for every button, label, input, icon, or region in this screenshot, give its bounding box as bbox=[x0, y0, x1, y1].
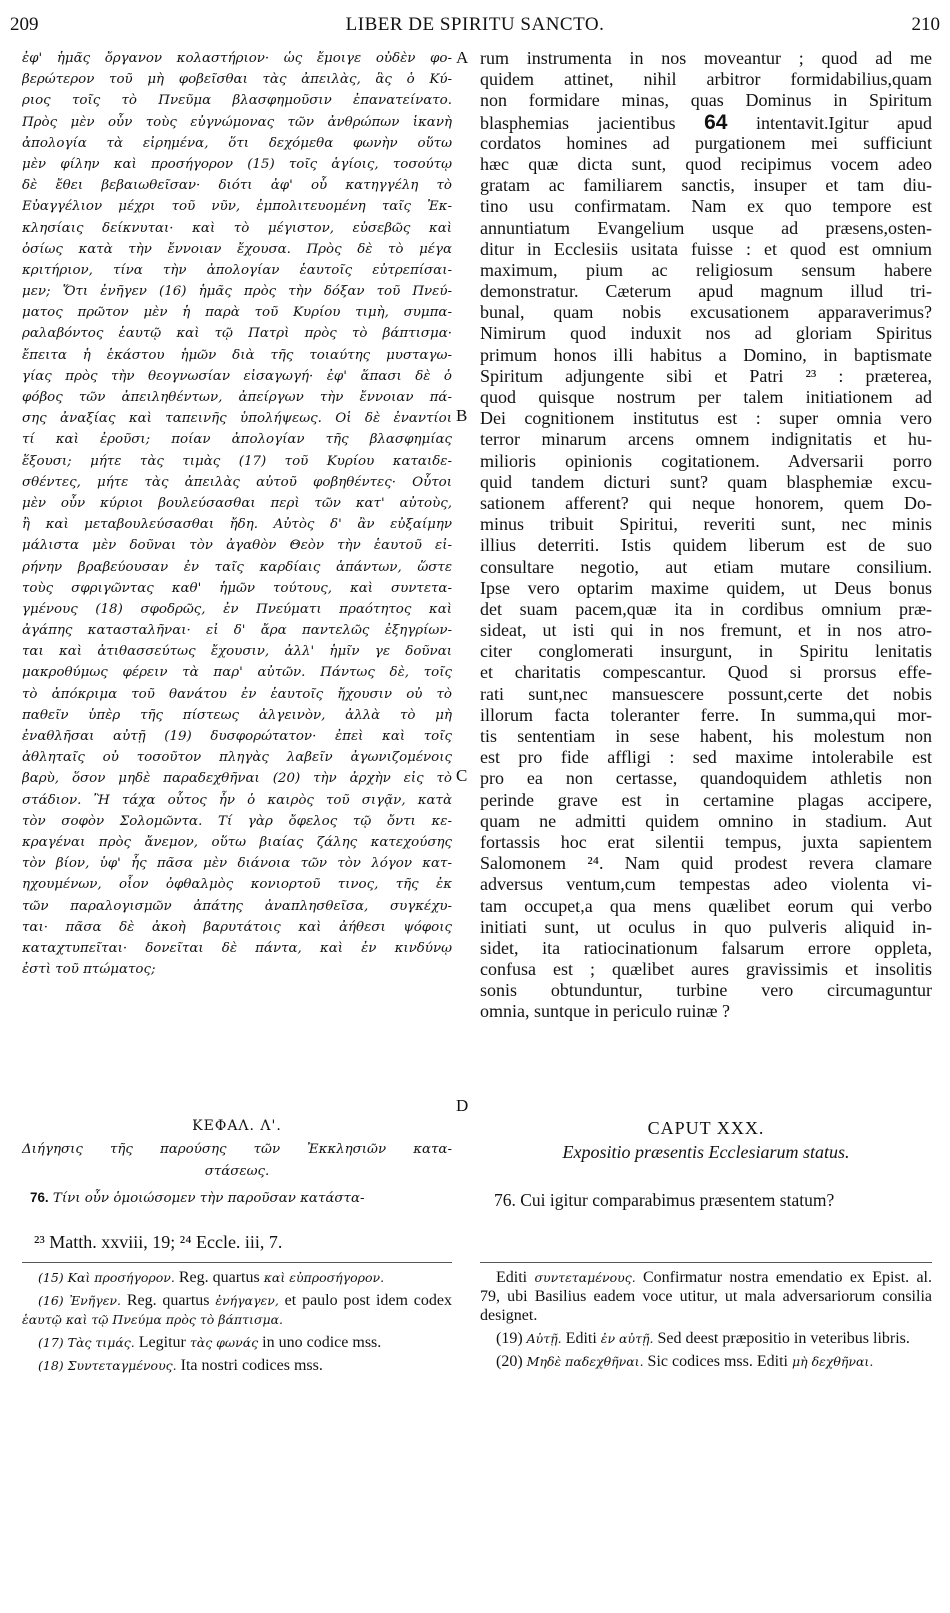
greek-chapter-subtitle-2: στάσεως. bbox=[204, 1164, 270, 1179]
footnote-text: Editi bbox=[496, 1269, 535, 1286]
footnote-greek: ἐν αὐτῇ. bbox=[600, 1331, 654, 1346]
footnote-greek: καὶ εὐπροσήγορον. bbox=[263, 1270, 385, 1285]
greek-text-line: δὲ ἔθει βεβαιωθεῖσαν· διότι ἀφ' οὗ κατηγγέλη τὸ bbox=[22, 178, 452, 194]
footnote-greek: τὰς φωνάς bbox=[189, 1335, 259, 1350]
greek-chapter-subtitle-1: Διήγησις τῆς παρούσης τῶν Ἐκκλησιῶν κατα- bbox=[22, 1142, 452, 1157]
greek-text-line: ἀπολογία τὰ εἰρημένα, ὅτι δεχόμεθα φωνὴν οὕτω bbox=[22, 135, 452, 151]
latin-text-line: Dei cognitionem institutus est : super omnia vero bbox=[480, 408, 932, 429]
latin-text-line: rati sunt,nec mansuescere possunt,certe det nobis bbox=[480, 683, 932, 704]
latin-text-line: Nimirum quod induxit nos ad gloriam Spiritus bbox=[480, 323, 932, 344]
latin-text-line: cordatos homines ad purgationem mei sufficiunt bbox=[480, 132, 932, 153]
latin-text-line: et charitatis compescantur. Quod si prorsus effe- bbox=[480, 662, 932, 683]
footnotes-right bbox=[480, 1268, 932, 1375]
latin-text-line: milioris opinionis cogitationem. Adversarii porro bbox=[480, 450, 932, 471]
page-number-right: 210 bbox=[911, 14, 940, 35]
footnote-text: Reg. quartus bbox=[174, 1269, 264, 1286]
greek-text-line: στάδιον. Ἢ τάχα οὗτος ἦν ὁ καιρὸς τοῦ σιγᾷν, κατὰ bbox=[22, 792, 452, 808]
margin-marker-a: A bbox=[456, 48, 469, 67]
running-title: LIBER DE SPIRITU SANCTO. bbox=[345, 14, 605, 35]
latin-text-line: quid tandem dicturi sunt? quam blasphemiæ excu- bbox=[480, 471, 932, 492]
latin-text-line: tis sententiam in sese habent, his molestum non bbox=[480, 726, 932, 746]
greek-text-line: γίας πρὸς τὴν θεογνωσίαν εἰσαγωγή· ἐφ' ἅπασι δὲ ὁ bbox=[22, 368, 452, 384]
footnote-greek: Αὐτῇ. bbox=[526, 1331, 562, 1346]
greek-text-line: τὸν βίον, ὑφ' ἧς πᾶσα μὲν διάνοια τῶν τὸν λόγον κατ- bbox=[22, 856, 452, 872]
latin-text-line: ditur in Ecclesiis usitata fuisse : et quod est omnium bbox=[480, 238, 932, 259]
greek-text-line: καταχτυπεῖται· δονεῖται δὲ πάντα, καὶ ἐν κινδύνῳ bbox=[22, 940, 452, 956]
footnote bbox=[22, 1268, 452, 1287]
latin-text-line: quidem attinet, nihil arbitror formidabilius,quam bbox=[480, 69, 932, 90]
latin-text-line: bunal, quam nobis excusationem apparaverimus? bbox=[480, 302, 932, 323]
greek-text-line: ρήνην βραβεύουσαν ἐν ταῖς καρδίαις ἁπάντων, ὥστε bbox=[22, 559, 452, 575]
footnote bbox=[22, 1291, 452, 1329]
footnote-text: Editi bbox=[561, 1330, 601, 1347]
latin-text-line: quod quisque nostrum per talem initiationem ad bbox=[480, 387, 932, 407]
latin-text-line: gratam ac familiarem sanctis, insuper et tam diu- bbox=[480, 175, 932, 196]
greek-chapter-title: ΚΕΦΑΛ. Λ'. bbox=[192, 1118, 282, 1134]
margin-marker-b: B bbox=[456, 406, 468, 425]
footnote-text: Ita nostri codices mss. bbox=[176, 1357, 323, 1374]
latin-column bbox=[480, 48, 932, 1023]
latin-text-line: primum honos illi habitus a Domino, in baptismate bbox=[480, 344, 932, 365]
latin-text-line: non formidare minas, quas Dominus in Spiritum bbox=[480, 90, 932, 111]
greek-text-line: σης ἀναξίας καὶ ταπεινῆς ὑπολήψεως. Οἱ δὲ ἐναντίοι bbox=[22, 411, 452, 427]
greek-text-line: Πρὸς μὲν οὖν τοὺς εὐγνώμονας τῶν ἀνθρώπων ἱκανὴ bbox=[22, 114, 452, 130]
footnote-text: Sic codices mss. Editi bbox=[643, 1353, 792, 1370]
greek-text-line: ἐναθλῆσαι αὐτῇ (19) δυσφορώτατον· ἐπεὶ καὶ τοῖς bbox=[22, 729, 452, 744]
latin-text-line: rum instrumenta in nos moveantur ; quod ad me bbox=[480, 48, 932, 68]
latin-text-line: consultare negotio, aut etiam mutare consilium. bbox=[480, 556, 932, 577]
latin-text-line: tino usu confirmatam. Nam ex quo tempore est bbox=[480, 196, 932, 217]
footnote-text: (20) bbox=[496, 1353, 527, 1370]
greek-text-line: βερώτερον τοῦ μὴ φοβεῖσθαι τὰς ἀπειλὰς, ἃς ὁ Κύ- bbox=[22, 72, 452, 88]
latin-text-line: perinde grave est in certamine plagas accipere, bbox=[480, 789, 932, 810]
footnote-text: et paulo post idem codex bbox=[278, 1292, 452, 1309]
latin-line-part: intentavit.Igitur apud bbox=[727, 112, 932, 133]
footnote-text: Confirmatur nostra emendatio ex Epist. al. 79, ubi Basilius eadem voce utitur, ut mala adversariorum consilia designet. bbox=[480, 1269, 933, 1324]
footnote-text: Sed deest præpositio in veteribus libris. bbox=[653, 1330, 910, 1347]
latin-text-line: Salomonem ²⁴. Nam quid prodest revera clamare bbox=[480, 853, 932, 874]
greek-text-line: ται· πᾶσα δὲ ἀκοὴ βαρυτάτοις καὶ ἀήθεσι ψόφοις bbox=[22, 919, 452, 935]
greek-text-line: μὲν οὖν κύριοι βουλεύσασθαι περὶ τῶν κατ' αὐτοὺς, bbox=[22, 495, 452, 511]
latin-text-line: Ipse vero optarim maxime quidem, ut Deus bonus bbox=[480, 577, 932, 598]
latin-text-line: tam occupet,a qua mens quælibet eorum qui verbo bbox=[480, 895, 932, 916]
greek-text-line: μεν; Ὅτι ἐνῆγεν (16) ἡμᾶς πρὸς τὴν δόξαν τοῦ Πνεύ- bbox=[22, 284, 452, 300]
footnote-greek: μὴ δεχθῆναι. bbox=[791, 1354, 874, 1369]
latin-text-line: annuntiatum Evangelium usque ad præsens,osten- bbox=[480, 217, 932, 238]
scripture-references: ²³ Matth. xxviii, 19; ²⁴ Eccle. iii, 7. bbox=[34, 1232, 283, 1252]
greek-text-line: παθεῖν ὑπὲρ τῆς πίστεως ἀλγεινὸν, ἀλλὰ τὸ μὴ bbox=[22, 707, 452, 723]
greek-text-line: ραλαβόντος ἑαυτῷ καὶ τῷ Πατρὶ πρὸς τὸ βάπτισμα· bbox=[22, 326, 452, 342]
greek-paragraph-number: 76. bbox=[30, 1190, 49, 1205]
footnote-greek: ἐνήγαγεν, bbox=[215, 1293, 279, 1308]
greek-text-line: ἀθληταῖς οὐ τοσοῦτον πληγὰς λαβεῖν ἀγωνιζομένοις bbox=[22, 750, 452, 766]
greek-text-line: ἔπειτα ἡ ἑκάστου ἡμῶν διὰ τῆς τοιαύτης μυσταγω- bbox=[22, 347, 452, 363]
greek-text-line: ἀγάπης κατασταλῆναι· εἰ δ' ἄρα παντελῶς ἐξηγρίων- bbox=[22, 623, 452, 639]
page-number-left: 209 bbox=[10, 14, 39, 35]
column-number-badge: 64 bbox=[704, 111, 728, 133]
latin-text-line: terror minarum arcens omnem indignitatis et hu- bbox=[480, 429, 932, 450]
greek-text-line: γμένους (18) σφοδρῶς, ἐν Πνεύματι πραότητος καὶ bbox=[22, 601, 452, 617]
footnote-greek: (16) Ἐνῆγεν. bbox=[38, 1293, 121, 1308]
greek-text-line: κλησίαις δείκνυται· καὶ τὸ μέγιστον, εὐσεβῶς καὶ bbox=[22, 220, 452, 236]
latin-text-line: illius deterriti. Istis quidem liberum est de suo bbox=[480, 535, 932, 556]
greek-text-line: ματος πρῶτον μὲν ἡ παρὰ τοῦ Κυρίου τιμὴ, συμπα- bbox=[22, 305, 452, 321]
footnote-text: in uno codice mss. bbox=[258, 1334, 382, 1351]
greek-text-line: κριτήριον, τίνα τὴν ἀπολογίαν ἑαυτοῖς εὐτρεπίσαι- bbox=[22, 262, 452, 278]
latin-text-line: pro ea non certasse, quandoquidem athletis non bbox=[480, 768, 932, 789]
greek-text-line: Εὐαγγέλιον μέχρι τοῦ νῦν, ἐμπολιτευομένη ταῖς Ἐκ- bbox=[22, 199, 452, 215]
latin-text-line: quam ne admitti quidem omnino in stadium. Aut bbox=[480, 810, 932, 831]
latin-text-line: demonstratur. Cæterum apud magnum illud tri- bbox=[480, 281, 932, 302]
greek-text-line: ἢ καὶ μεταβουλεύσασθαι ἤδη. Αὐτὸς δ' ἂν εὐξαίμην bbox=[22, 517, 452, 533]
latin-text-line: fortassis hoc erat silentii tempus, juxta sapientem bbox=[480, 831, 932, 852]
latin-text-line: sideat, ut isti qui in nos fremunt, et in nos atro- bbox=[480, 620, 932, 641]
latin-text-line: sidet, ita ratiocinationum falsarum errore oppleta, bbox=[480, 937, 932, 958]
footnote bbox=[480, 1329, 932, 1348]
footnote-greek: (17) Τὰς τιμάς. bbox=[38, 1335, 135, 1350]
greek-text-line: ηχουμένων, οἷον ὀφθαλμὸς κονιορτοῦ τινος, τῆς ἐκ bbox=[22, 877, 452, 893]
footnote-greek: συντεταμένους. bbox=[534, 1270, 636, 1285]
latin-text-line: det suam pacem,quæ ita in cordibus omnium præ- bbox=[480, 598, 932, 619]
footnote-greek: (18) Συντεταγμένους. bbox=[38, 1358, 177, 1373]
footnote-rule-right bbox=[480, 1262, 932, 1263]
footnote-text: Reg. quartus bbox=[120, 1292, 216, 1309]
latin-text-line: sonis obtunduntur, turbine vero circumaguntur bbox=[480, 980, 932, 1001]
greek-column bbox=[22, 48, 452, 980]
latin-text-line: hæc quæ dicta sunt, quod recipimus vocem adeo bbox=[480, 153, 932, 174]
latin-text-line: omnia, suntque in periculo ruinæ ? bbox=[480, 1001, 730, 1022]
latin-text-line bbox=[480, 112, 932, 133]
greek-text-line: κραγέναι πρὸς ἄνεμον, οὕτω βιαίας ζάλης κατεχούσης bbox=[22, 834, 452, 850]
footnote bbox=[480, 1268, 932, 1325]
greek-paragraph-76 bbox=[30, 1190, 452, 1206]
greek-text-line: τὸ ἀπόκριμα τοῦ θανάτου ἐν ἑαυτοῖς ἤχουσιν οὐ τὸ bbox=[22, 686, 452, 702]
greek-text-line: ἕξουσι; μήτε τὰς τιμὰς (17) τοῦ Κυρίου καταιδε- bbox=[22, 453, 452, 469]
latin-text-line: illorum facta toleranter ferre. In summa,qui mor- bbox=[480, 704, 932, 725]
greek-text-line: τὸν σοφὸν Σολομῶντα. Τί γὰρ ὄφελος τῷ ὄντι κε- bbox=[22, 813, 452, 829]
margin-marker-c: C bbox=[456, 766, 468, 785]
footnote-text: Legitur bbox=[134, 1334, 190, 1351]
footnote bbox=[22, 1356, 452, 1375]
footnote bbox=[480, 1352, 932, 1371]
margin-marker-d: D bbox=[456, 1096, 469, 1115]
latin-text-line: initiati sunt, ut oculus in quo pulveris aliquid in- bbox=[480, 916, 932, 937]
latin-chapter-subtitle: Expositio præsentis Ecclesiarum status. bbox=[562, 1142, 850, 1162]
greek-text-line: τῶν παραλογισμῶν ἀπάτης ἀναπλησθεῖσα, συγκέχυ- bbox=[22, 898, 452, 914]
greek-text-line: φόβος τῶν ἀπειληθέντων, ἀπείργων τὴν ἔννοιαν πά- bbox=[22, 390, 452, 405]
greek-paragraph-text: Τίνι οὖν ὁμοιώσομεν τὴν παροῦσαν κατάστα- bbox=[52, 1191, 365, 1206]
latin-text-line: maximum, pium ac religiosum sensum habere bbox=[480, 259, 932, 280]
latin-line-part: blasphemias jacientibus bbox=[480, 112, 705, 133]
latin-text-line: est pro fide affligi : sed maxime intolerabile est bbox=[480, 747, 932, 768]
latin-text-line: confusa est ; quælibet aures gravissimis et insolitis bbox=[480, 959, 932, 980]
latin-text-line: Spiritum adjungente sibi et Patri ²³ : præterea, bbox=[480, 365, 932, 386]
greek-text-line: ὁσίως κατὰ τὴν ἔννοιαν ἔχουσα. Πρὸς δὲ τὸ μέγα bbox=[22, 241, 452, 257]
latin-text-line: sationem afferent? qui neque honorem, quem Do- bbox=[480, 492, 932, 513]
greek-text-line: βαρὺ, ὅσον μηδὲ παραδεχθῆναι (20) τὴν ἀρχὴν εἰς τὸ bbox=[22, 771, 452, 787]
footnote-greek: Μηδὲ παδεχθῆναι. bbox=[526, 1354, 644, 1369]
footnotes-left bbox=[22, 1268, 452, 1379]
footnote-rule-left bbox=[22, 1262, 452, 1263]
latin-paragraph-76: 76. Cui igitur comparabimus præsentem statum? bbox=[494, 1190, 835, 1210]
greek-text-line: μὲν φίλην καὶ προσήγορον (15) τοῖς ἁγίοις, τοσούτῳ bbox=[22, 156, 452, 172]
footnote bbox=[22, 1333, 452, 1352]
latin-text-line: citer conglomerati insurgunt, in Spiritu lenitatis bbox=[480, 641, 932, 662]
greek-text-line: τοὺς σφριγῶντας καθ' ἡμῶν τούτους, καὶ συντετα- bbox=[22, 580, 452, 596]
latin-text-line: adversus ventum,cum tempestas adeo violenta vi- bbox=[480, 874, 932, 895]
greek-text-line: ἐστὶ τοῦ πτώματος; bbox=[22, 962, 156, 978]
greek-text-line: ἐφ' ἡμᾶς ὄργανον κολαστήριον· ὡς ἔμοιγε οὐδὲν φο- bbox=[22, 51, 452, 66]
greek-text-line: μάλιστα μὲν δοῦναι τὸν ἀγαθὸν Θεὸν τὴν ἑαυτοῦ εἰ- bbox=[22, 538, 452, 554]
latin-chapter-title: CAPUT XXX. bbox=[647, 1118, 765, 1138]
footnote-greek: (15) Καὶ προσήγορον. bbox=[38, 1270, 175, 1285]
greek-text-line: ται καὶ ἀτιθασσεύτως ἔχουσιν, ἀλλ' ἡμῖν γε δοῦναι bbox=[22, 644, 452, 660]
latin-text-line: minus tribuit Spiritui, reveriti sunt, nec minis bbox=[480, 514, 932, 535]
greek-text-line: ριος τοῖς τὸ Πνεῦμα βλασφημοῦσιν ἐπανατείνατο. bbox=[22, 93, 452, 109]
greek-text-line: τί καὶ ἐροῦσι; ποίαν ἀπολογίαν τῆς βλασφημίας bbox=[22, 432, 452, 448]
footnote-text: (19) bbox=[496, 1330, 527, 1347]
running-header bbox=[10, 14, 940, 44]
greek-text-line: σθέντες, μήτε τὰς ἀπειλὰς αὐτοῦ φοβηθέντες· Οὗτοι bbox=[22, 474, 452, 490]
greek-text-line: μακροθύμως φέρειν τὰ παρ' αὐτῶν. Πάντως δὲ, τοῖς bbox=[22, 665, 452, 681]
footnote-greek: ἑαυτῷ καὶ τῷ Πνεύμα πρὸς τὸ βάπτισμα. bbox=[22, 1312, 284, 1327]
